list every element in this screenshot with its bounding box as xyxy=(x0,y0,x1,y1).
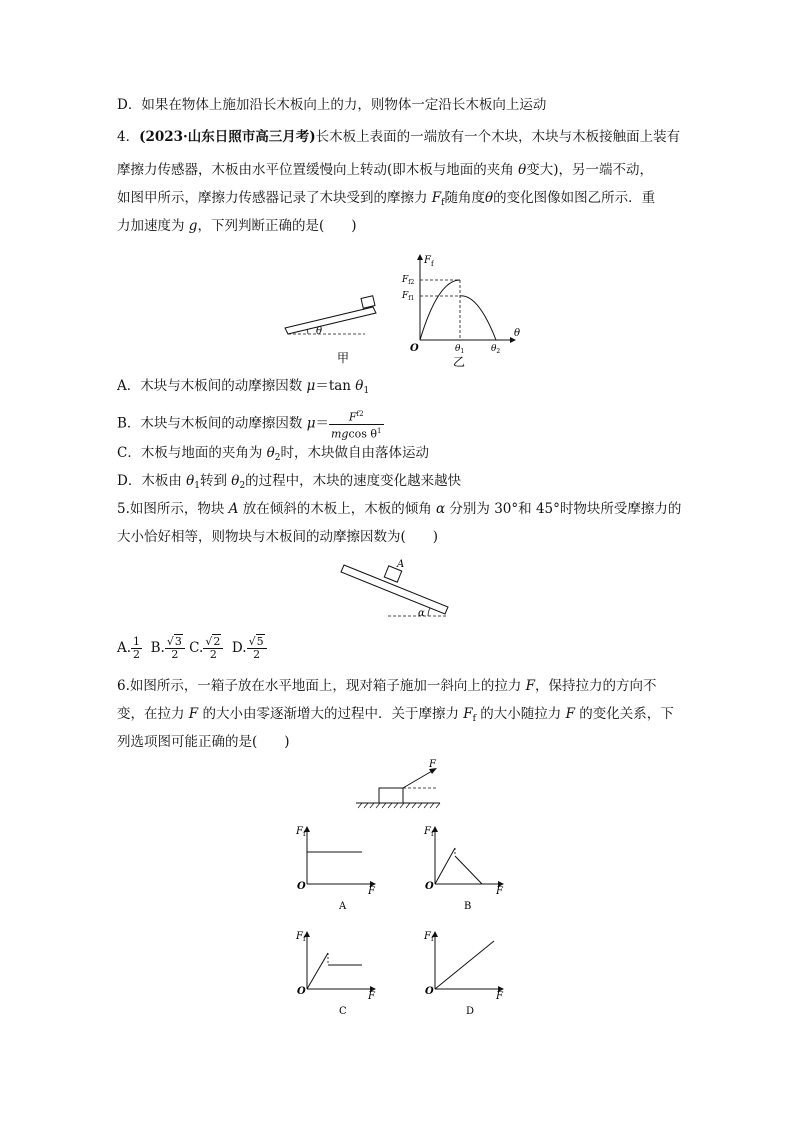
q5-option-c-label: C. xyxy=(189,640,204,656)
graph-caption: C xyxy=(339,1006,347,1017)
q4-theta: θ xyxy=(518,162,527,178)
q6-stem-text: ，保持拉力的方向不 xyxy=(535,678,657,694)
graph-origin: O xyxy=(297,986,306,997)
frac-num: F xyxy=(348,410,357,424)
q4-g-symbol: g xyxy=(188,218,198,234)
q4-option-c xyxy=(117,443,429,468)
q5-option-d-fraction xyxy=(247,636,267,661)
alpha-symbol: α xyxy=(436,501,446,517)
frac-den-cos: cos θ xyxy=(348,427,378,441)
q6-stem-text: 的大小随拉力 xyxy=(475,706,566,722)
q4-stem-line1 xyxy=(117,127,680,147)
graph-x-label: F xyxy=(368,886,375,897)
theta-sub: 2 xyxy=(239,481,246,491)
graph-y-label: $F_f$ xyxy=(424,931,434,943)
graph-caption: D xyxy=(466,1006,475,1017)
force-symbol: F xyxy=(188,706,199,722)
graph-origin: O xyxy=(425,986,434,997)
q6-stem-line2 xyxy=(117,704,674,729)
q4-stem-line4 xyxy=(117,216,357,236)
graph-origin: O xyxy=(425,881,434,892)
frac-den: 2 xyxy=(133,648,141,661)
q4-source: (2023·山东日照市高三月考) xyxy=(139,129,316,145)
graph-x-label: F xyxy=(496,886,503,897)
frac-num-sup: f2 xyxy=(356,410,364,418)
q5-option-c xyxy=(189,635,223,661)
q5-stem-text: 分别为 30°和 45°时物块所受摩擦力的 xyxy=(445,501,682,517)
q5-option-d xyxy=(231,635,267,661)
q6-graph-c xyxy=(290,925,390,1020)
q5-option-a-label: A. xyxy=(117,640,132,656)
q5-option-a xyxy=(117,635,142,661)
theta-sub: 2 xyxy=(274,453,281,463)
q5-stem-line2: 大小恰好相等，则物块与木板间的动摩擦因数为( ) xyxy=(117,529,439,545)
q4-number: 4． xyxy=(117,129,140,145)
q4-force-symbol: F xyxy=(431,190,442,206)
q4-graph-y-label: $F_f$ xyxy=(424,255,434,268)
graph-y-label: $F_f$ xyxy=(296,931,306,943)
q4-option-d-rest: 的过程中，木块的速度变化越来越快 xyxy=(245,473,462,489)
mu-symbol: μ xyxy=(306,378,316,394)
q4-stem-text: 摩擦力传感器，木板由水平位置缓慢向上转动(即木板与地面的夹角 xyxy=(117,162,519,178)
q4-figure-yi xyxy=(398,250,523,368)
q5-stem-line1 xyxy=(117,499,681,519)
q5-option-d-label: D. xyxy=(231,640,247,656)
q6-stem-line1 xyxy=(117,676,657,696)
q5-option-c-fraction xyxy=(203,636,223,661)
q6-stem-line3: 列选项图可能正确的是( ) xyxy=(117,734,290,750)
q5-stem-text: 5.如图所示，物块 xyxy=(117,501,229,517)
frac-num: √3 xyxy=(165,636,185,649)
q6-stem-text: 的大小由零逐渐增大的过程中．关于摩擦力 xyxy=(198,706,464,722)
graph-y-label: $F_f$ xyxy=(424,826,434,838)
sqrt-radicand: 3 xyxy=(174,635,182,648)
q4-graph-origin: O xyxy=(410,343,419,354)
q4-stem-text: 长木板上表面的一端放有一个木块，木块与木板接触面上装有 xyxy=(315,129,681,145)
q6-box-figure xyxy=(352,758,444,816)
block-a-symbol: A xyxy=(228,501,239,517)
theta-symbol: θ xyxy=(186,473,195,489)
q5-option-a-fraction xyxy=(131,636,142,661)
theta-symbol: θ xyxy=(266,445,275,461)
mu-symbol: μ xyxy=(306,415,316,432)
q4-option-b-text: B．木块与木板间的动摩擦因数 xyxy=(117,415,307,432)
frac-num: √2 xyxy=(203,636,223,649)
q5-block-label: A xyxy=(397,559,405,570)
q5-stem-text: 放在倾斜的木板上，木板的倾角 xyxy=(238,501,437,517)
force-symbol: F xyxy=(565,706,575,722)
q6-force-label: F xyxy=(429,759,436,770)
q4-stem-text: 随角度 xyxy=(444,190,486,206)
q4-option-d-mid: 转到 xyxy=(200,473,232,489)
q4-stem-text: 的变化图像如图乙所示．重 xyxy=(493,190,656,206)
q6-stem-text: 变，在拉力 xyxy=(117,706,189,722)
force-symbol: F xyxy=(525,678,536,694)
q4-option-c-text: C．木板与地面的夹角为 xyxy=(117,445,267,461)
q5-option-b-label: B. xyxy=(150,640,165,656)
q6-graph-a xyxy=(290,820,390,915)
frac-den: 2 xyxy=(209,648,217,661)
graph-x-label: F xyxy=(368,991,375,1002)
friction-symbol: F xyxy=(463,706,473,722)
q6-graph-d xyxy=(418,925,518,1020)
q4-graph-x-label: θ xyxy=(514,328,521,339)
q4-jia-caption: 甲 xyxy=(337,351,350,365)
q5-option-b xyxy=(150,635,185,661)
q4-tick-theta2: $\theta_2$ xyxy=(491,344,501,355)
q4-stem-text: 力加速度为 xyxy=(117,218,189,234)
q4-option-b-eq: ＝ xyxy=(315,415,329,432)
graph-origin: O xyxy=(297,881,306,892)
sqrt-radicand: 5 xyxy=(256,635,264,648)
frac-den-sup: 1 xyxy=(377,426,382,435)
q6-stem-text: 6.如图所示，一箱子放在水平地面上，现对箱子施加一斜向上的拉力 xyxy=(117,678,526,694)
q4-option-a xyxy=(117,376,369,401)
q6-graph-b xyxy=(418,820,518,915)
q4-option-a-eq: ＝tan xyxy=(315,378,356,394)
theta-symbol: θ xyxy=(355,378,364,394)
q4-force-sub: f xyxy=(441,198,445,208)
q4-tick-ff2: $F_{f2}$ xyxy=(402,275,415,286)
q4-stem-line2 xyxy=(117,160,653,180)
theta-sub: 1 xyxy=(194,481,200,491)
frac-den: 2 xyxy=(171,648,179,661)
q5-angle-label: α xyxy=(418,608,425,619)
q5-options xyxy=(117,632,267,664)
q5-option-b-fraction xyxy=(165,636,185,661)
q4-stem-line3 xyxy=(117,188,655,213)
graph-caption: B xyxy=(464,901,472,912)
q4-option-d-text: D．木板由 xyxy=(117,473,187,489)
frac-den: mg xyxy=(331,427,349,441)
theta-sub: 1 xyxy=(363,386,370,396)
q6-stem-text: 的变化关系，下 xyxy=(574,706,674,722)
q4-option-c-rest: 时，木块做自由落体运动 xyxy=(280,445,429,461)
q4-tick-ff1: $F_{f1}$ xyxy=(402,291,415,302)
q4-stem-text: ，下列判断正确的是( ) xyxy=(197,218,357,234)
q4-jia-angle-label: θ xyxy=(316,326,323,337)
graph-x-label: F xyxy=(496,991,503,1002)
q5-figure xyxy=(338,553,458,625)
q4-theta: θ xyxy=(485,190,494,206)
q4-stem-text: 变大)，另一端不动， xyxy=(526,162,653,178)
q4-option-a-text: A．木块与木板间的动摩擦因数 xyxy=(117,378,307,394)
q3-option-d: D．如果在物体上施加沿长木板向上的力，则物体一定沿长木板向上运动 xyxy=(117,97,547,113)
graph-caption: A xyxy=(339,901,347,912)
q4-option-b-fraction xyxy=(329,408,384,440)
q4-tick-theta1: $\theta_1$ xyxy=(455,344,465,355)
frac-num: 1 xyxy=(133,635,141,648)
q4-option-b xyxy=(117,408,384,440)
sqrt-radicand: 2 xyxy=(213,635,221,648)
q4-figure-jia xyxy=(280,290,390,365)
q4-stem-text: 如图甲所示，摩擦力传感器记录了木块受到的摩擦力 xyxy=(117,190,432,206)
friction-sub: f xyxy=(472,714,476,724)
q4-yi-caption: 乙 xyxy=(453,355,466,369)
q4-option-d xyxy=(117,471,461,496)
frac-den: 2 xyxy=(253,648,261,661)
graph-y-label: $F_f$ xyxy=(296,826,306,838)
frac-num: √5 xyxy=(247,636,267,649)
theta-symbol: θ xyxy=(231,473,240,489)
